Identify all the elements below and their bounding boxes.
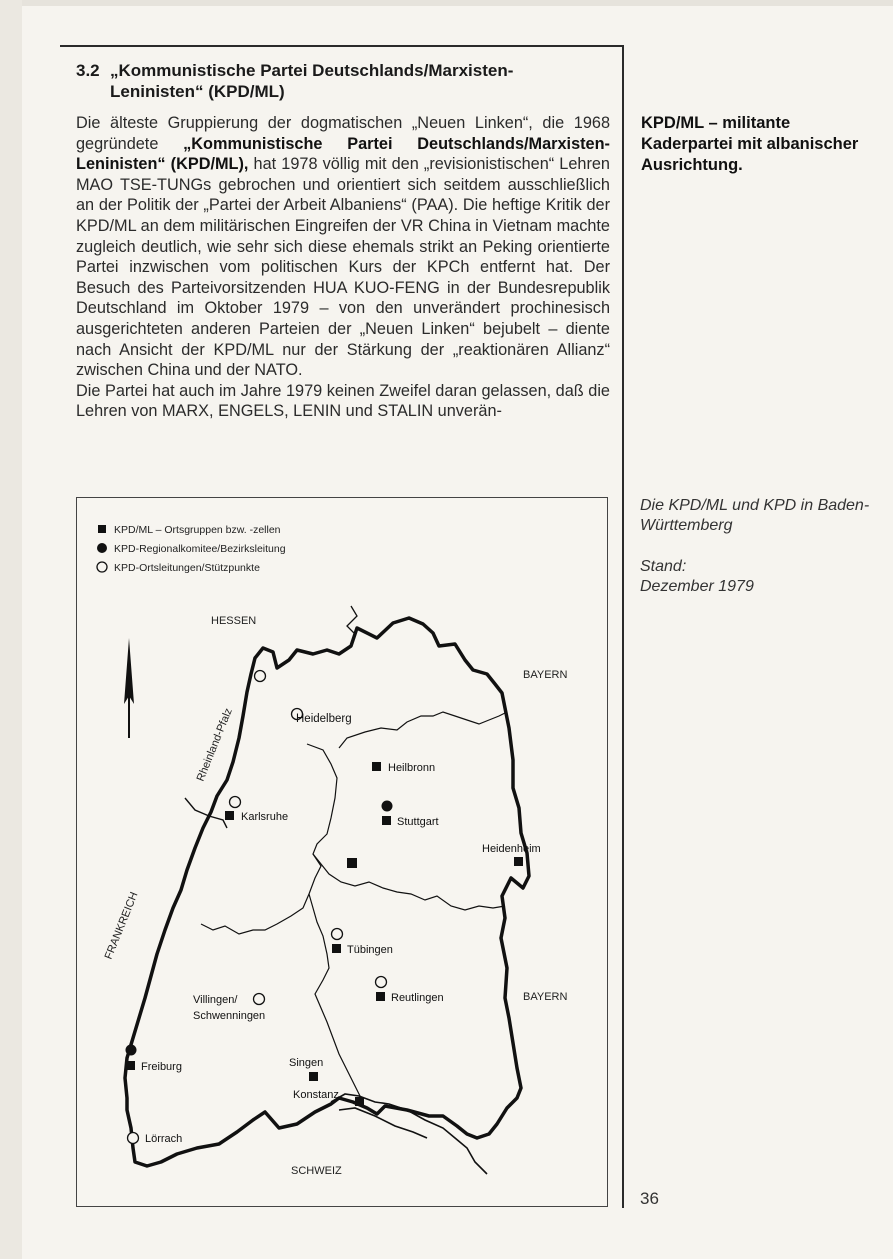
legend-item-square: KPD/ML – Ortsgruppen bzw. -zellen (114, 524, 281, 536)
city-label-reutlingen: Reutlingen (391, 992, 444, 1004)
admin-border-east (339, 712, 507, 748)
section-title-line2: Leninisten“ (KPD/ML) (110, 82, 285, 101)
square-marker-heidenheim (514, 857, 523, 866)
legend-filled-circle-symbol (97, 543, 107, 553)
city-label-heilbronn: Heilbronn (388, 762, 436, 774)
square-marker-konstanz (355, 1097, 364, 1106)
open-circle-marker-reutlingen (376, 977, 387, 988)
city-label-tuebingen: Tübingen (347, 944, 393, 956)
page-number: 36 (640, 1189, 659, 1208)
paragraph-2: Die Partei hat auch im Jahre 1979 keinen Zweifel daran gelassen, daß die Lehren von MARX, ENGELS, LENIN und STALIN unverän- (76, 381, 610, 421)
lake-konstanz (331, 1094, 487, 1174)
square-marker-singen (309, 1072, 318, 1081)
paragraph-1-rest: hat 1978 völlig mit den „revisionistischen“ Lehren MAO TSE-TUNGs gebrochen und orientiert sich seitdem ausschließlich an der Politik der „Partei der Arbeit Albaniens“ (PAA). Die heftige Kritik der KPD/ML an dem militärischen Eingreifen der VR China in Vietnam machte zugleich deutlich, wie sehr sich diese ehemals strikt an Peking orientierte Partei inzwischen vom politischen Kurs der KPCh entfernt hat. Der Besuch des Parteivorsitzenden HUA KUO-FENG in der Bundesrepublik Deutschland im Oktober 1979 – von den unverändert prochinesisch ausgerichteten anderen Parteien der „Neuen Linken“ bejubelt – diente nach Ansicht der KPD/ML nur der Stärkung der „reaktionären Allianz“ zwischen China und der NATO. (76, 155, 610, 380)
filled-circle-marker-freiburg (126, 1045, 137, 1056)
city-label-singen: Singen (289, 1057, 324, 1069)
open-circle-marker-villingen (254, 994, 265, 1005)
legend-square-symbol (98, 525, 106, 533)
square-marker-tuebingen (332, 944, 341, 953)
city-label-villingen: Villingen/ (193, 994, 238, 1006)
map-caption-title: Die KPD/ML und KPD in Baden-Württemberg (640, 497, 870, 534)
region-label-rheinland-pfalz: Rheinland-Pfalz (194, 706, 235, 784)
section-title-line1: „Kommunistische Partei Deutschlands/Marxisten- (110, 61, 514, 80)
square-marker-karlsruhe (225, 811, 234, 820)
map-legend (97, 524, 286, 574)
square-marker-freiburg (126, 1061, 135, 1070)
region-label-bayern-south: BAYERN (523, 991, 568, 1003)
north-arrow-icon (124, 638, 134, 738)
open-circle-marker-north (255, 671, 266, 682)
city-label-freiburg: Freiburg (141, 1061, 182, 1073)
admin-border-middle (313, 854, 505, 910)
map-svg (77, 498, 607, 1206)
square-marker-reutlingen (376, 992, 385, 1001)
page-binding-edge (0, 0, 22, 1259)
square-marker-heilbronn (372, 762, 381, 771)
paragraph-1 (76, 113, 610, 381)
legend-item-open-circle: KPD-Ortsleitungen/Stützpunkte (114, 562, 260, 574)
party-name-bold: „Kommunistische Partei Deutschlands/Marxisten-Leninisten“ (KPD/ML), (76, 134, 610, 174)
legend-item-filled-circle: KPD-Regionalkomitee/Bezirksleitung (114, 543, 286, 555)
paragraph-1-start: Die älteste Gruppierung der dogmatischen „Neuen Linken“, die 1968 gegründete (76, 114, 610, 153)
section-heading (76, 60, 606, 102)
region-label-schweiz: SCHWEIZ (291, 1165, 342, 1177)
open-circle-marker-loerrach (128, 1133, 139, 1144)
column-divider (622, 45, 624, 1208)
region-label-hessen: HESSEN (211, 615, 257, 627)
state-border (125, 618, 529, 1166)
city-label-heidenheim: Heidenheim (482, 843, 541, 855)
section-top-rule (60, 45, 624, 47)
square-marker-stuttgart (382, 816, 391, 825)
city-label-konstanz: Konstanz (293, 1089, 339, 1101)
open-circle-marker-tuebingen (332, 929, 343, 940)
filled-circle-marker-stuttgart (382, 801, 393, 812)
margin-note: KPD/ML – militante Kaderpartei mit albanischer Ausrichtung. (641, 114, 859, 174)
legend-open-circle-symbol (97, 562, 107, 572)
open-circle-marker-karlsruhe (230, 797, 241, 808)
map-figure (76, 497, 608, 1207)
region-label-frankreich: FRANKREICH (102, 890, 141, 962)
section-number: 3.2 (76, 61, 100, 80)
city-label-heidelberg: Heidelberg (296, 713, 352, 725)
city-label-loerrach: Lörrach (145, 1133, 183, 1145)
city-label-stuttgart: Stuttgart (397, 816, 439, 828)
map-caption (640, 496, 870, 597)
region-label-bayern-north: BAYERN (523, 669, 568, 681)
page-top-edge (0, 0, 893, 6)
square-marker-unlabeled (347, 858, 357, 868)
city-label-schwenningen: Schwenningen (193, 1010, 266, 1022)
admin-border-north-south (201, 744, 337, 934)
body-text (76, 113, 610, 422)
city-label-karlsruhe: Karlsruhe (241, 811, 289, 823)
map-caption-stand: Stand: Dezember 1979 (640, 558, 754, 595)
